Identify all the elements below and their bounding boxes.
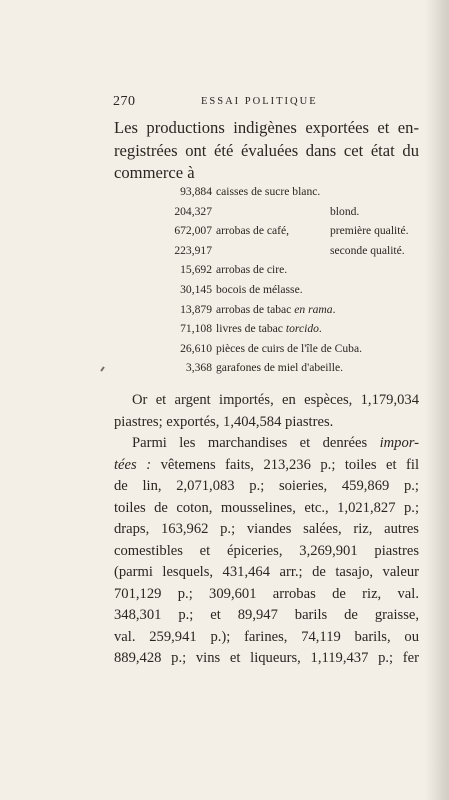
export-quality: première qualité.	[330, 224, 409, 238]
export-quantity: 13,879	[180, 302, 212, 316]
text-line: Or et argent importés, en espèces, 1,179,034	[132, 392, 419, 408]
export-quantity: 71,108	[180, 322, 212, 336]
export-row	[150, 224, 420, 244]
export-description-text: arrobas de tabac	[216, 302, 292, 316]
export-description-italic: torcido	[285, 322, 319, 336]
imports-paragraph	[114, 433, 419, 670]
export-quantity: 223,917	[174, 243, 212, 257]
page-gutter-shadow	[425, 0, 449, 800]
text-line: val. 259,941 p.); farines, 74,119 barils, ou	[114, 628, 419, 645]
export-description: bocois de mélasse.	[216, 282, 303, 296]
text-line: draps, 163,962 p.; viandes salées, riz, autres	[114, 521, 419, 537]
export-row	[150, 244, 420, 264]
export-description-end: .	[318, 322, 322, 336]
export-row	[150, 205, 420, 225]
text-line: Les productions indigènes exportées et en-	[114, 118, 419, 137]
export-description: arrobas de cire.	[216, 263, 288, 277]
text-line: 348,301 p.; et 89,947 barils de graisse,	[114, 607, 419, 623]
intro-paragraph	[114, 117, 419, 185]
text-line: registrées ont été évaluées dans cet état du	[114, 140, 419, 160]
text-line: toiles de coton, mousselines, etc., 1,021,827 p.;	[114, 499, 419, 516]
text-run: Parmi les marchandises et denrées	[132, 435, 380, 451]
export-row	[150, 322, 420, 342]
text-line: 889,428 p.; vins et liqueurs, 1,119,437 p.; fer	[114, 650, 419, 666]
text-line	[114, 433, 419, 455]
page-number: 270	[113, 94, 136, 109]
export-quantity: 204,327	[174, 204, 212, 218]
export-description	[216, 322, 322, 335]
export-description: pièces de cuirs de l'île de Cuba.	[216, 341, 362, 355]
text-line: (parmi lesquels, 431,464 arr.; de tasajo, valeur	[114, 564, 419, 580]
export-quality: blond.	[330, 204, 360, 218]
text-run-italic: tées :	[114, 456, 152, 473]
export-row	[150, 342, 420, 362]
export-description: garafones de miel d'abeille.	[216, 361, 343, 375]
ink-mark	[100, 366, 105, 371]
export-row	[150, 283, 420, 303]
text-run: vêtemens faits, 213,236 p.; toiles et fil	[151, 456, 419, 473]
export-description	[216, 303, 335, 316]
export-row	[150, 303, 420, 323]
page-header	[113, 94, 413, 110]
export-description-text: livres de tabac	[216, 322, 283, 336]
export-description-italic: en rama	[294, 302, 333, 316]
export-description: caisses de sucre blanc.	[216, 185, 321, 198]
exports-table	[150, 185, 420, 381]
export-row	[150, 185, 420, 205]
running-head: ESSAI POLITIQUE	[201, 96, 318, 107]
export-quantity: 30,145	[180, 282, 212, 296]
export-quantity: 93,884	[180, 185, 212, 198]
export-description-end: .	[332, 302, 336, 316]
export-quantity: 3,368	[185, 361, 212, 375]
text-line: commerce à	[114, 163, 195, 182]
text-line: 701,129 p.; 309,601 arrobas de riz, val.	[114, 585, 419, 602]
export-quality: seconde qualité.	[330, 243, 405, 257]
text-line: comestibles et épiceries, 3,269,901 piastres	[114, 542, 419, 559]
export-quantity: 26,610	[180, 341, 212, 355]
text-line: piastres; exportés, 1,404,584 piastres.	[114, 413, 334, 430]
export-row	[150, 361, 420, 381]
text-run-italic: impor-	[379, 435, 419, 451]
export-quantity: 672,007	[174, 224, 212, 238]
bullion-paragraph	[114, 390, 419, 433]
export-description: arrobas de café,	[216, 224, 290, 238]
text-line	[114, 455, 419, 477]
text-line: de lin, 2,071,083 p.; soieries, 459,869 p.;	[114, 478, 419, 494]
export-row	[150, 263, 420, 283]
export-quantity: 15,692	[180, 263, 212, 277]
